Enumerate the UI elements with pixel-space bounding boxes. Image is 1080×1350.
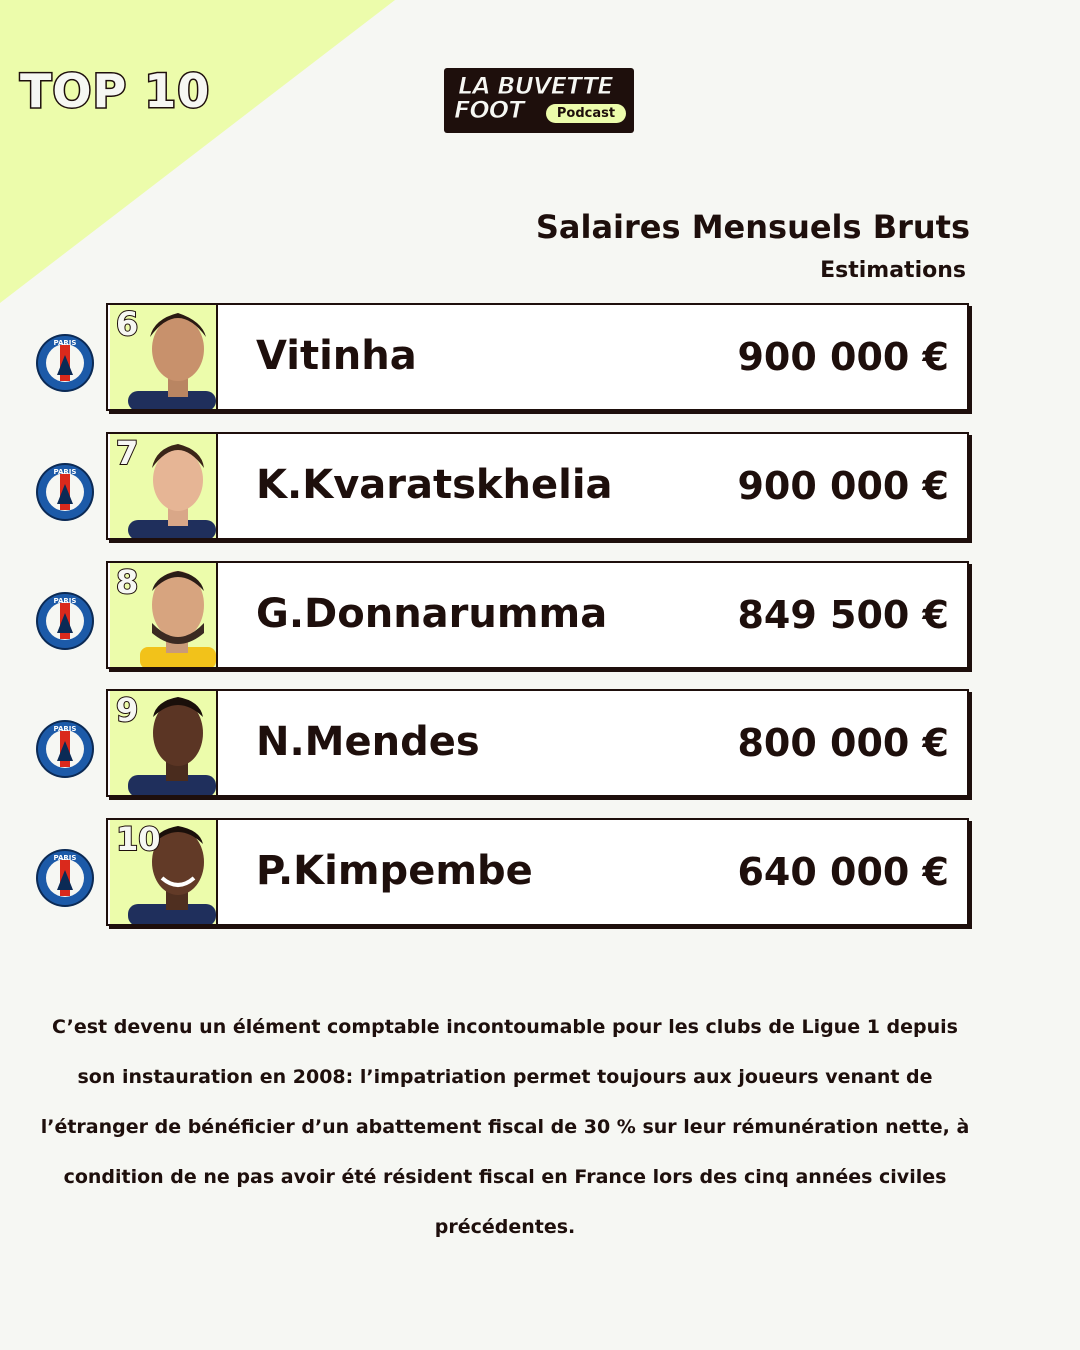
player-card [106, 303, 969, 411]
salary-value: 900 000 € [737, 464, 949, 508]
rank-number: 8 [116, 563, 139, 601]
rank-number: 10 [116, 820, 161, 858]
player-card [106, 432, 969, 540]
page-subtitle: Estimations [820, 258, 966, 283]
crest-label: PARIS [53, 339, 77, 347]
ranking-row [0, 432, 980, 542]
crest-label: PARIS [53, 597, 77, 605]
logo-text-line2: FOOT [454, 96, 524, 124]
player-name: Vitinha [256, 333, 417, 379]
player-name: K.Kvaratskhelia [256, 462, 613, 508]
player-name: N.Mendes [256, 719, 480, 765]
player-card [106, 689, 969, 797]
psg-crest-icon [35, 591, 95, 651]
logo-badge: Podcast [546, 104, 626, 123]
player-card [106, 818, 969, 926]
player-photo [110, 820, 218, 924]
salary-value: 900 000 € [737, 335, 949, 379]
corner-accent-shape [0, 0, 395, 303]
player-photo [110, 305, 218, 409]
salary-value: 640 000 € [737, 850, 949, 894]
rank-number: 9 [116, 691, 139, 729]
salary-value: 849 500 € [737, 593, 949, 637]
psg-crest-icon [35, 462, 95, 522]
ranking-row [0, 561, 980, 671]
rank-number: 6 [116, 305, 139, 343]
player-photo [110, 434, 218, 538]
psg-crest-icon [35, 848, 95, 908]
podcast-logo [444, 68, 634, 133]
rank-number: 7 [116, 434, 139, 472]
salary-value: 800 000 € [737, 721, 949, 765]
psg-crest-icon [35, 333, 95, 393]
crest-label: PARIS [53, 854, 77, 862]
player-card [106, 561, 969, 669]
top-title: TOP 10 [20, 64, 211, 118]
footer-paragraph: C’est devenu un élément comptable incontoumable pour les clubs de Ligue 1 depuis son instauration en 2008: l’impatriation permet toujours aux joueurs venant de l’étranger de bénéficier d’un abattement fiscal de 30 % sur leur rémunération nette, à condition de ne pas avoir été résident fiscal en France lors des cinq années civiles précédentes. [40, 1016, 970, 1238]
player-name: P.Kimpembe [256, 848, 533, 894]
logo-text-line1: LA BUVETTE [458, 72, 613, 100]
player-photo [110, 691, 218, 795]
player-photo [110, 563, 218, 667]
ranking-row [0, 689, 980, 799]
player-name: G.Donnarumma [256, 591, 608, 637]
crest-label: PARIS [53, 725, 77, 733]
ranking-row [0, 303, 980, 413]
psg-crest-icon [35, 719, 95, 779]
ranking-row [0, 818, 980, 928]
page-title: Salaires Mensuels Bruts [535, 208, 970, 246]
crest-label: PARIS [53, 468, 77, 476]
